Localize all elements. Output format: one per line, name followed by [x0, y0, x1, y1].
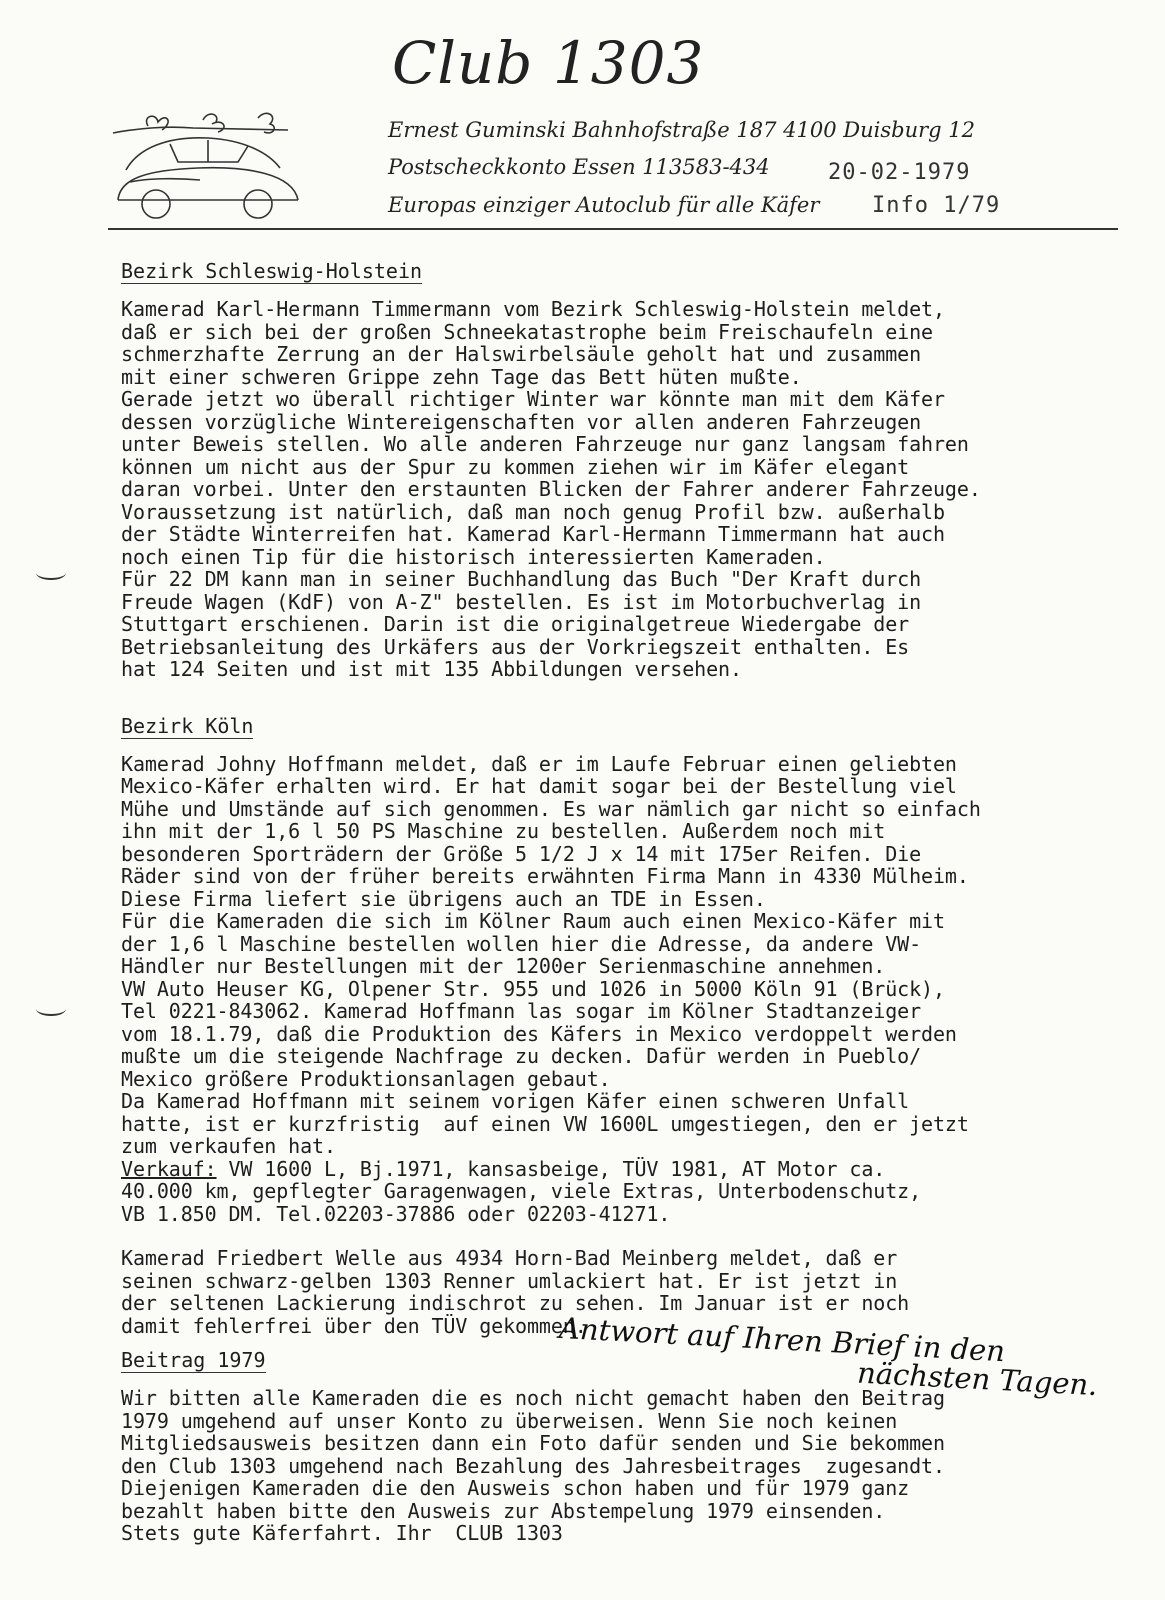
- text-line: können um nicht aus der Spur zu kommen ziehen wir im Käfer elegant: [121, 454, 910, 479]
- note-line: Antwort auf Ihren Brief in den: [558, 1310, 1006, 1369]
- text-line: Voraussetzung ist natürlich, daß man noch genug Profil bzw. außerhalb: [121, 499, 945, 524]
- text-line: hatte, ist er kurzfristig auf einen VW 1600L umgestiegen, den er jetzt: [121, 1111, 969, 1136]
- info-number: Info 1/79: [872, 193, 1001, 218]
- text-line: mußte um die steigende Nachfrage zu decken. Dafür werden in Pueblo/: [121, 1044, 922, 1068]
- section-schleswig-holstein: [121, 248, 1151, 681]
- text-line: bezahlt haben bitte den Ausweis zur Abstempelung 1979 einsenden.: [121, 1498, 886, 1523]
- letter-date: 20-02-1979: [828, 160, 971, 185]
- text-line: vom 18.1.79, daß die Produktion des Käfers in Mexico verdoppelt werden: [121, 1021, 957, 1046]
- text-line: Betriebsanleitung des Urkäfers aus der Vorkriegszeit enthalten. Es: [121, 634, 910, 659]
- text-line: daran vorbei. Unter den erstaunten Blicken der Fahrer anderer Fahrzeuge.: [121, 477, 981, 501]
- text-line: besonderen Sporträdern der Größe 5 1/2 J x 14 mit 175er Reifen. Die: [121, 841, 922, 866]
- text-line: damit fehlerfrei über den TÜV gekommen.: [121, 1313, 587, 1338]
- text-line: ihn mit der 1,6 l 50 PS Maschine zu bestellen. Außerdem noch mit: [121, 819, 886, 843]
- slogan-line: Europas einziger Autoclub für alle Käfer: [388, 193, 820, 217]
- text-line: Mexico größere Produktionsanlagen gebaut.: [121, 1066, 611, 1091]
- text-line: der seltenen Lackierung indischrot zu sehen. Im Januar ist er noch: [121, 1291, 910, 1315]
- text-line: Diese Firma liefert sie übrigens auch an TDE in Essen.: [121, 886, 766, 911]
- text-line: Räder sind von der früher bereits erwähnten Firma Mann in 4330 Mülheim.: [121, 864, 969, 888]
- text-line: den Club 1303 umgehend nach Bezahlung des Jahresbeitrages zugesandt.: [121, 1453, 945, 1478]
- text-line: dessen vorzügliche Wintereigenschaften vor allen anderen Fahrzeugen: [121, 409, 922, 434]
- paragraph: [121, 1387, 1151, 1545]
- text-line: Wir bitten alle Kameraden die es noch nicht gemacht haben den Beitrag: [121, 1386, 945, 1410]
- text-line: mit einer schweren Grippe zehn Tage das Bett hüten mußte.: [121, 364, 802, 389]
- text-line: Stuttgart erschienen. Darin ist die originalgetreue Wiedergabe der: [121, 612, 910, 636]
- text-line: seinen schwarz-gelben 1303 Renner umlackiert hat. Er ist jetzt in: [121, 1268, 898, 1293]
- text-line: Freude Wagen (KdF) von A-Z" bestellen. Es ist im Motorbuchverlag in: [121, 589, 922, 614]
- car-logo-icon: [108, 108, 308, 226]
- text-line: Gerade jetzt wo überall richtiger Winter war könnte man mit dem Käfer: [121, 387, 945, 411]
- section-heading: Bezirk Köln: [121, 713, 254, 738]
- text-line: VB 1.850 DM. Tel.02203-37886 oder 02203-41271.: [121, 1201, 671, 1226]
- text-line: zum verkaufen hat.: [121, 1134, 336, 1158]
- text-line: 40.000 km, gepflegter Garagenwagen, viele Extras, Unterbodenschutz,: [121, 1179, 922, 1203]
- text-line: hat 124 Seiten und ist mit 135 Abbildungen versehen.: [121, 657, 742, 681]
- text-line: Diejenigen Kameraden die den Ausweis schon haben und für 1979 ganz: [121, 1476, 910, 1500]
- text-line: Kamerad Johny Hoffmann meldet, daß er im Laufe Februar einen geliebten: [121, 751, 957, 776]
- text-line: Für 22 DM kann man in seiner Buchhandlung das Buch "Der Kraft durch: [121, 567, 922, 591]
- section-koeln: [121, 703, 1151, 1338]
- margin-mark: [36, 1002, 66, 1016]
- text-line: noch einen Tip für die historisch interessierten Kameraden.: [121, 544, 826, 569]
- text-line: der 1,6 l Maschine bestellen wollen hier die Adresse, da andere VW-: [121, 931, 922, 956]
- account-line: Postscheckkonto Essen 113583-434: [388, 155, 770, 179]
- club-title: Club 1303: [392, 29, 705, 97]
- text-line: daß er sich bei der großen Schneekatastrophe beim Freischaufeln eine: [121, 319, 933, 344]
- address-line: Ernest Guminski Bahnhofstraße 187 4100 Duisburg 12: [388, 118, 975, 142]
- text-line: Mexico-Käfer erhalten wird. Er hat damit sogar bei der Bestellung viel: [121, 774, 957, 798]
- text-line: Tel 0221-843062. Kamerad Hoffmann las sogar im Kölner Stadtanzeiger: [121, 999, 922, 1023]
- text-line: Händler nur Bestellungen mit der 1200er Serienmaschine annehmen.: [121, 954, 886, 978]
- sale-line: [121, 1158, 1151, 1181]
- text-line: Da Kamerad Hoffmann mit seinem vorigen Käfer einen schweren Unfall: [121, 1089, 910, 1113]
- text-line: unter Beweis stellen. Wo alle anderen Fahrzeuge nur ganz langsam fahren: [121, 432, 969, 456]
- text-line: Für die Kameraden die sich im Kölner Raum auch einen Mexico-Käfer mit: [121, 909, 945, 933]
- text-line: Mitgliedsausweis besitzen dann ein Foto dafür senden und Sie bekommen: [121, 1431, 945, 1455]
- sale-label: Verkauf:: [121, 1156, 217, 1181]
- paragraph-gap: [121, 1225, 1151, 1247]
- header-divider: [108, 228, 1118, 230]
- text-line: Kamerad Friedbert Welle aus 4934 Horn-Bad Meinberg meldet, daß er: [121, 1246, 898, 1270]
- text-line: 1979 umgehend auf unser Konto zu überweisen. Wenn Sie noch keinen: [121, 1408, 898, 1433]
- note-line: nächsten Tagen.: [856, 1355, 1099, 1403]
- paragraph: [121, 298, 1151, 681]
- text-line: Kamerad Karl-Hermann Timmermann vom Bezirk Schleswig-Holstein meldet,: [121, 297, 945, 321]
- text-line: VW Auto Heuser KG, Olpener Str. 955 und 1026 in 5000 Köln 91 (Brück),: [121, 976, 945, 1001]
- margin-mark: [36, 566, 66, 580]
- section-heading: Bezirk Schleswig-Holstein: [121, 259, 423, 283]
- sale-text: VW 1600 L, Bj.1971, kansasbeige, TÜV 1981, AT Motor ca.: [216, 1156, 886, 1181]
- section-heading: Beitrag 1979: [121, 1348, 266, 1372]
- paragraph: [121, 753, 1151, 1226]
- text-line: der Städte Winterreifen hat. Kamerad Karl-Hermann Timmermann hat auch: [121, 522, 945, 546]
- text-line: Mühe und Umstände auf sich genommen. Es war nämlich gar nicht so einfach: [121, 796, 981, 821]
- text-line: schmerzhafte Zerrung an der Halswirbelsäule geholt hat und zusammen: [121, 342, 922, 366]
- text-line: Stets gute Käferfahrt. Ihr CLUB 1303: [121, 1521, 563, 1545]
